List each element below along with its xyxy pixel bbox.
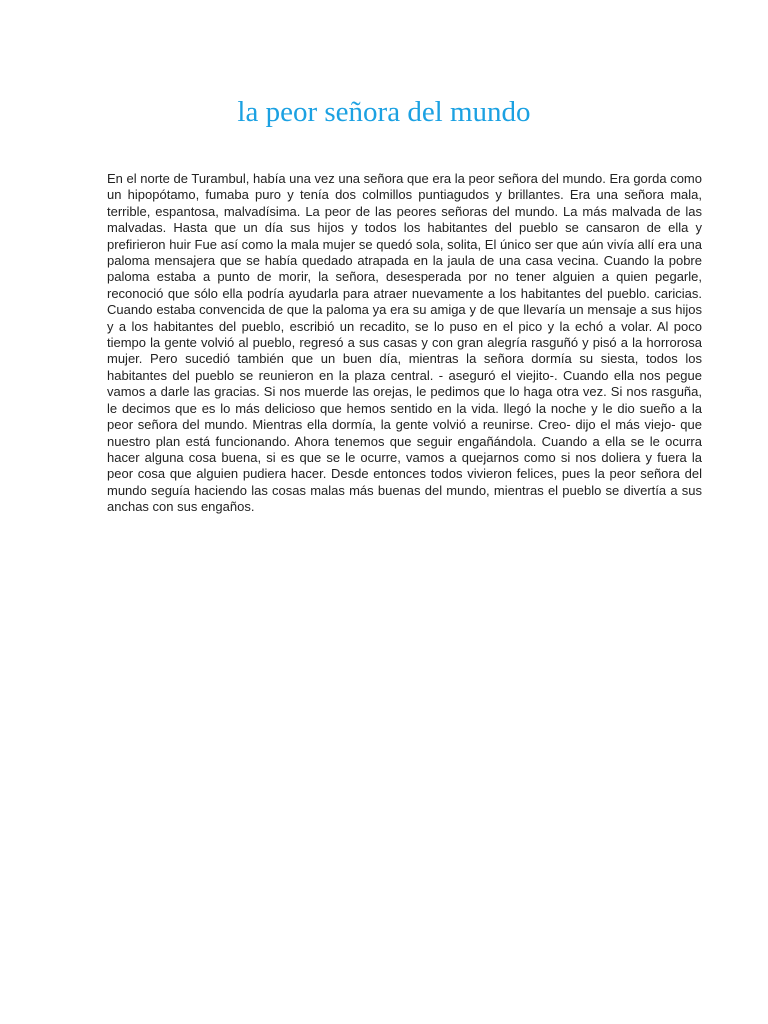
document-body-paragraph: En el norte de Turambul, había una vez una señora que era la peor señora del mundo. Era gorda como un hipopótamo, fumaba puro y tenía dos colmillos puntiagudos y brillantes. Era una señora mala, terrible, espantosa, malvadísima. La peor de las peores señoras del mundo. La más malvada de las malvadas. Hasta que un día sus hijos y todos los habitantes del pueblo se cansaron de ella y prefirieron huir Fue así como la mala mujer se quedó sola, solita, El único ser que aún vivía allí era una paloma mensajera que se había quedado atrapada en la jaula de una casa vecina. Cuando la pobre paloma estaba a punto de morir, la señora, desesperada por no tener alguien a quien pegarle, reconoció que sólo ella podría ayudarla para atraer nuevamente a los habitantes del pueblo. caricias. Cuando estaba convencida de que la paloma ya era su amiga y de que llevaría un mensaje a sus hijos y a los habitantes del pueblo, escribió un recadito, se lo puso en el pico y la echó a volar. Al poco tiempo la gente volvió al pueblo, regresó a sus casas y con gran alegría rasguñó y pisó a la horrorosa mujer. Pero sucedió también que un buen día, mientras la señora dormía su siesta, todos los habitantes del pueblo se reunieron en la plaza central. - aseguró el viejito-. Cuando ella nos pegue vamos a darle las gracias. Si nos muerde las orejas, le pedimos que lo haga otra vez. Si nos rasguña, le decimos que es lo más delicioso que hemos sentido en la vida. llegó la noche y le dio sueño a la peor señora del mundo. Mientras ella dormía, la gente volvió a reunirse. Creo- dijo el más viejo- que nuestro plan está funcionando. Ahora tenemos que seguir engañándola. Cuando a ella se le ocurra hacer alguna cosa buena, si es que se le ocurre, vamos a quejarnos como si nos doliera y fuera la peor cosa que alguien pudiera hacer. Desde entonces todos vivieron felices, pues la peor señora del mundo seguía haciendo las cosas malas más buenas del mundo, mientras el pueblo se divertía a sus anchas con sus engaños. bbox=[107, 171, 702, 515]
document-title: la peor señora del mundo bbox=[237, 96, 531, 128]
